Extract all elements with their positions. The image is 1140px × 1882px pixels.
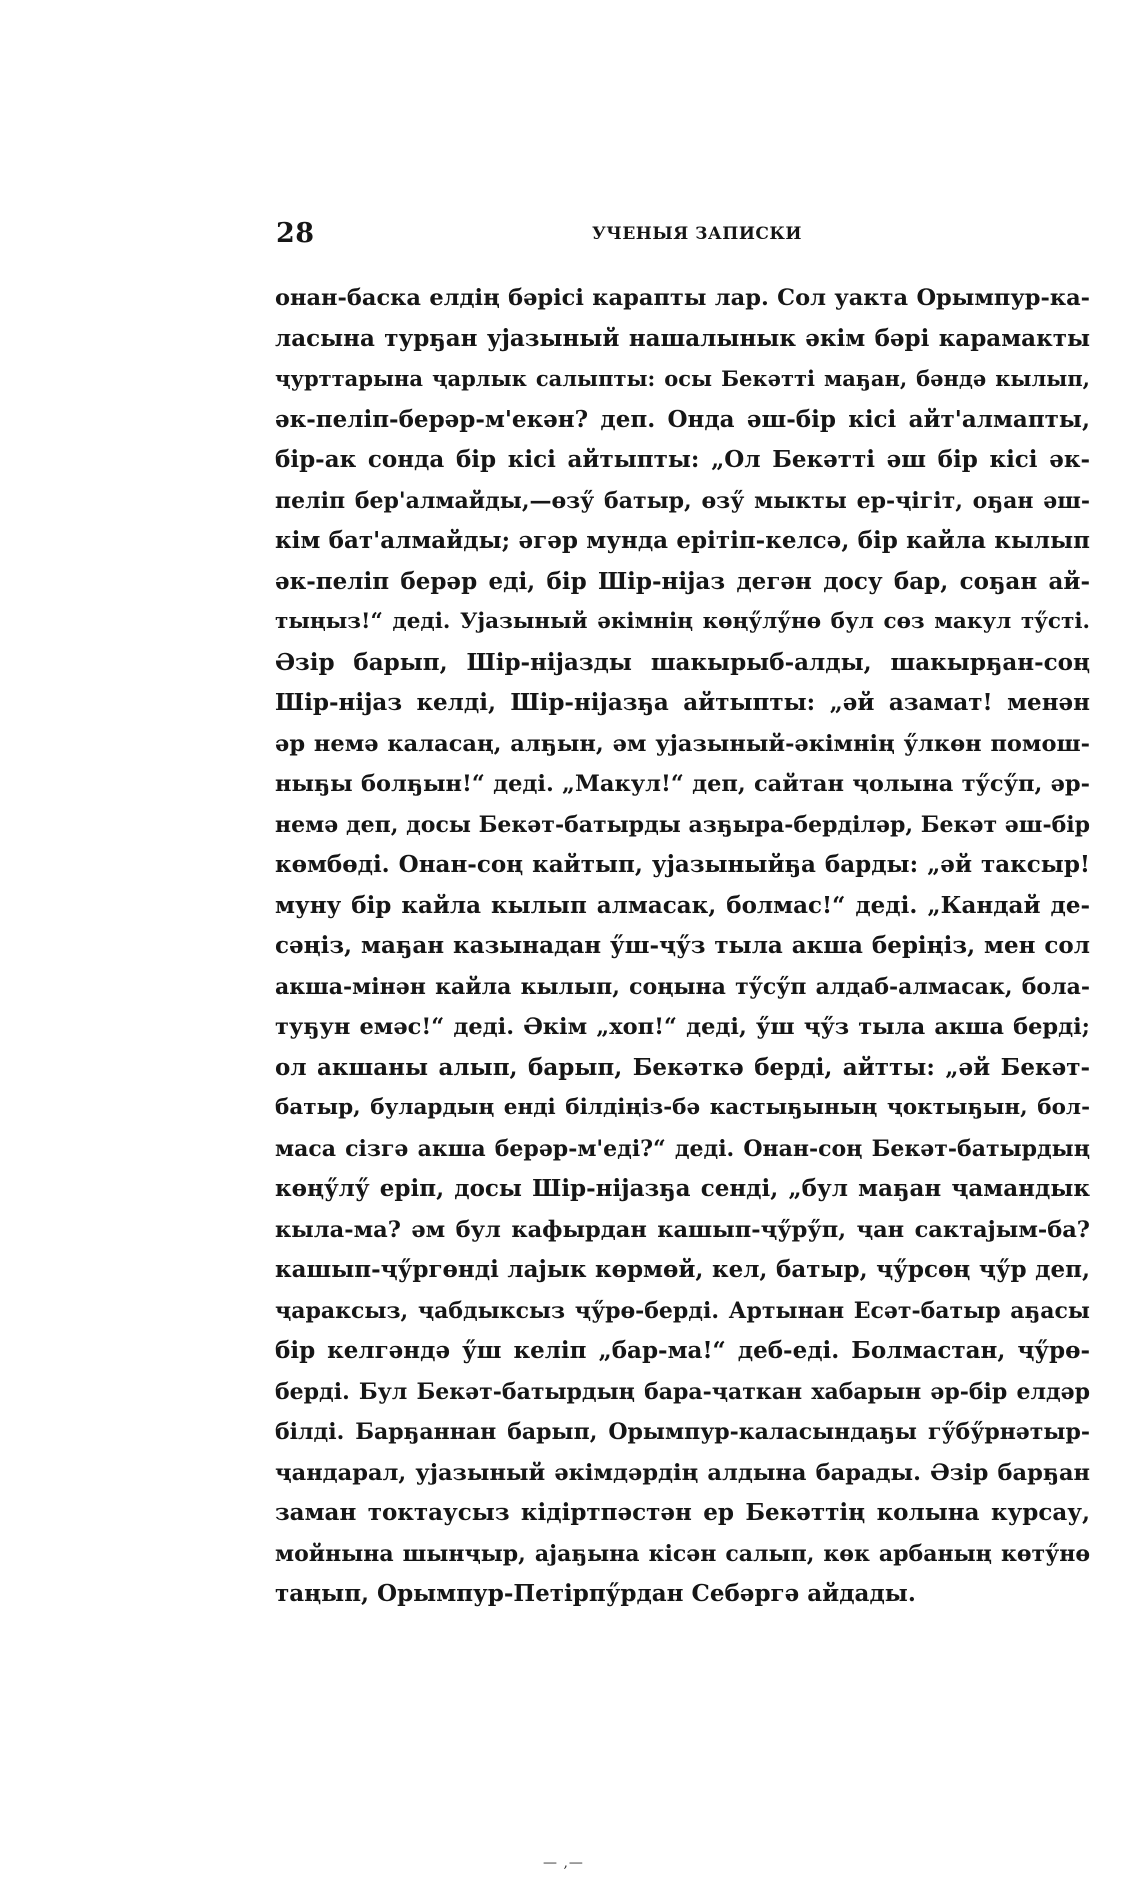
text-line: әк-пеліп берәр еді, бір Шір-нijаз дегән досу бар, соҕан ай- (275, 567, 1090, 595)
text-line: онан-баска елдің бәрісі карапты лар. Сол уакта Орымпур-ка- (275, 285, 1090, 311)
page-number: 28 (276, 218, 315, 249)
text-line: мойнына шынҷыр, аjаҕына кісән салып, көк арбаның көтӳнө (275, 1540, 1090, 1567)
text-line: көмбөді. Онан-соң кайтып, уjазыныйҕа барды: „әй таксыр! (275, 851, 1090, 878)
text-line: кыла-ма? әм бул кафырдан кашып-ҷӳрӳп, ҷан сактаjым-ба? (275, 1216, 1090, 1243)
text-line: Әзір барып, Шір-нijазды шакырыб-алды, шакырҕан-соң (275, 648, 1090, 676)
running-head: УЧЕНЫЯ ЗАПИСКИ (592, 224, 802, 244)
text-line: ласына турҕан уjазыный нашалынык әкім бәрі карамакты (275, 324, 1090, 352)
text-line: бір келгәндә ӳш келіп „бар-ма!“ деб-еді. Болмастан, ҷӳрө- (275, 1337, 1090, 1364)
text-line: көңӳлӳ еріп, досы Шір-нijазҕа сенді, „бул маҕан ҷамандык (275, 1175, 1090, 1202)
footer-mark: — ,— (543, 1855, 584, 1871)
text-line: пеліп бер'алмайды,—өзӳ батыр, өзӳ мыкты ер-ҷігіт, оҕан әш- (275, 487, 1090, 514)
text-line: ол акшаны алып, барып, Бекәткә берді, айтты: „әй Бекәт- (275, 1053, 1090, 1081)
text-line: туҕун емәс!“ деді. Әкім „хоп!“ деді, ӳш ҷӳз тыла акша берді; (275, 1014, 1090, 1040)
text-line: тыңыз!“ деді. Уjазыный әкімнің көңӳлӳнө бул сөз макул тӳсті. (275, 609, 1090, 634)
text-line: маса сізгә акша берәр-м'еді?“ деді. Онан-соң Бекәт-батырдың (275, 1135, 1090, 1162)
text-line: берді. Бул Бекәт-батырдың бара-ҷаткан хабарын әр-бір елдәр (275, 1378, 1090, 1405)
body-text (275, 278, 1090, 1615)
text-line: акша-мінән кайла кылып, соңына тӳсӳп алдаб-алмасак, бола- (275, 973, 1090, 1000)
text-line: Шір-нijаз келді, Шір-нijазҕа айтыпты: „әй азамат! менән (275, 689, 1090, 716)
text-line: заман токтаусыз кідіртпәстән ер Бекәттің колына курсау, (275, 1499, 1090, 1526)
text-line: таңып, Орымпур-Петірпӳрдан Себәргә айдады. (275, 1580, 916, 1607)
text-line: ҷандарал, уjазыный әкімдәрдің алдына барады. Әзір барҕан (275, 1459, 1090, 1486)
text-line: батыр, булардың енді білдіңіз-бә кастыҕының ҷоктыҕын, бол- (275, 1095, 1090, 1120)
text-line: муну бір кайла кылып алмасак, болмас!“ деді. „Кандай де- (275, 891, 1090, 919)
text-line: ҷараксыз, ҷабдыксыз ҷӳрө-берді. Артынан Есәт-батыр аҕасы (275, 1297, 1090, 1324)
text-line: әк-пеліп-берәр-м'екән? деп. Онда әш-бір кісі айт'алмапты, (275, 405, 1090, 433)
text-line: ҷурттарына ҷарлык салыпты: осы Бекәтті маҕан, бәндә кылып, (275, 366, 1090, 391)
text-line: бір-ак сонда бір кісі айтыпты: „Ол Бекәтті әш бір кісі әк- (275, 446, 1090, 473)
text-line: білді. Барҕаннан барып, Орымпур-каласындаҕы гӳбӳрнәтыр- (275, 1419, 1090, 1445)
text-line: сәңіз, маҕан казынадан ӳш-ҷӳз тыла акша беріңіз, мен сол (275, 932, 1090, 959)
text-line: әр немә каласаң, алҕын, әм уjазыный-әкімнің ӳлкөн помош- (275, 730, 1090, 757)
text-line: ныҕы болҕын!“ деді. „Макул!“ деп, сайтан ҷолына тӳсӳп, әр- (275, 771, 1090, 797)
text-line: кашып-ҷӳргөнді лаjык көрмөй, кел, батыр, ҷӳрсөң ҷӳр деп, (275, 1256, 1090, 1283)
text-line: кім бат'алмайды; әгәр мунда ерітіп-келсә, бір кайла кылып (275, 527, 1090, 554)
text-line: немә деп, досы Бекәт-батырды азҕыра-берділәр, Бекәт әш-бір (275, 811, 1090, 838)
